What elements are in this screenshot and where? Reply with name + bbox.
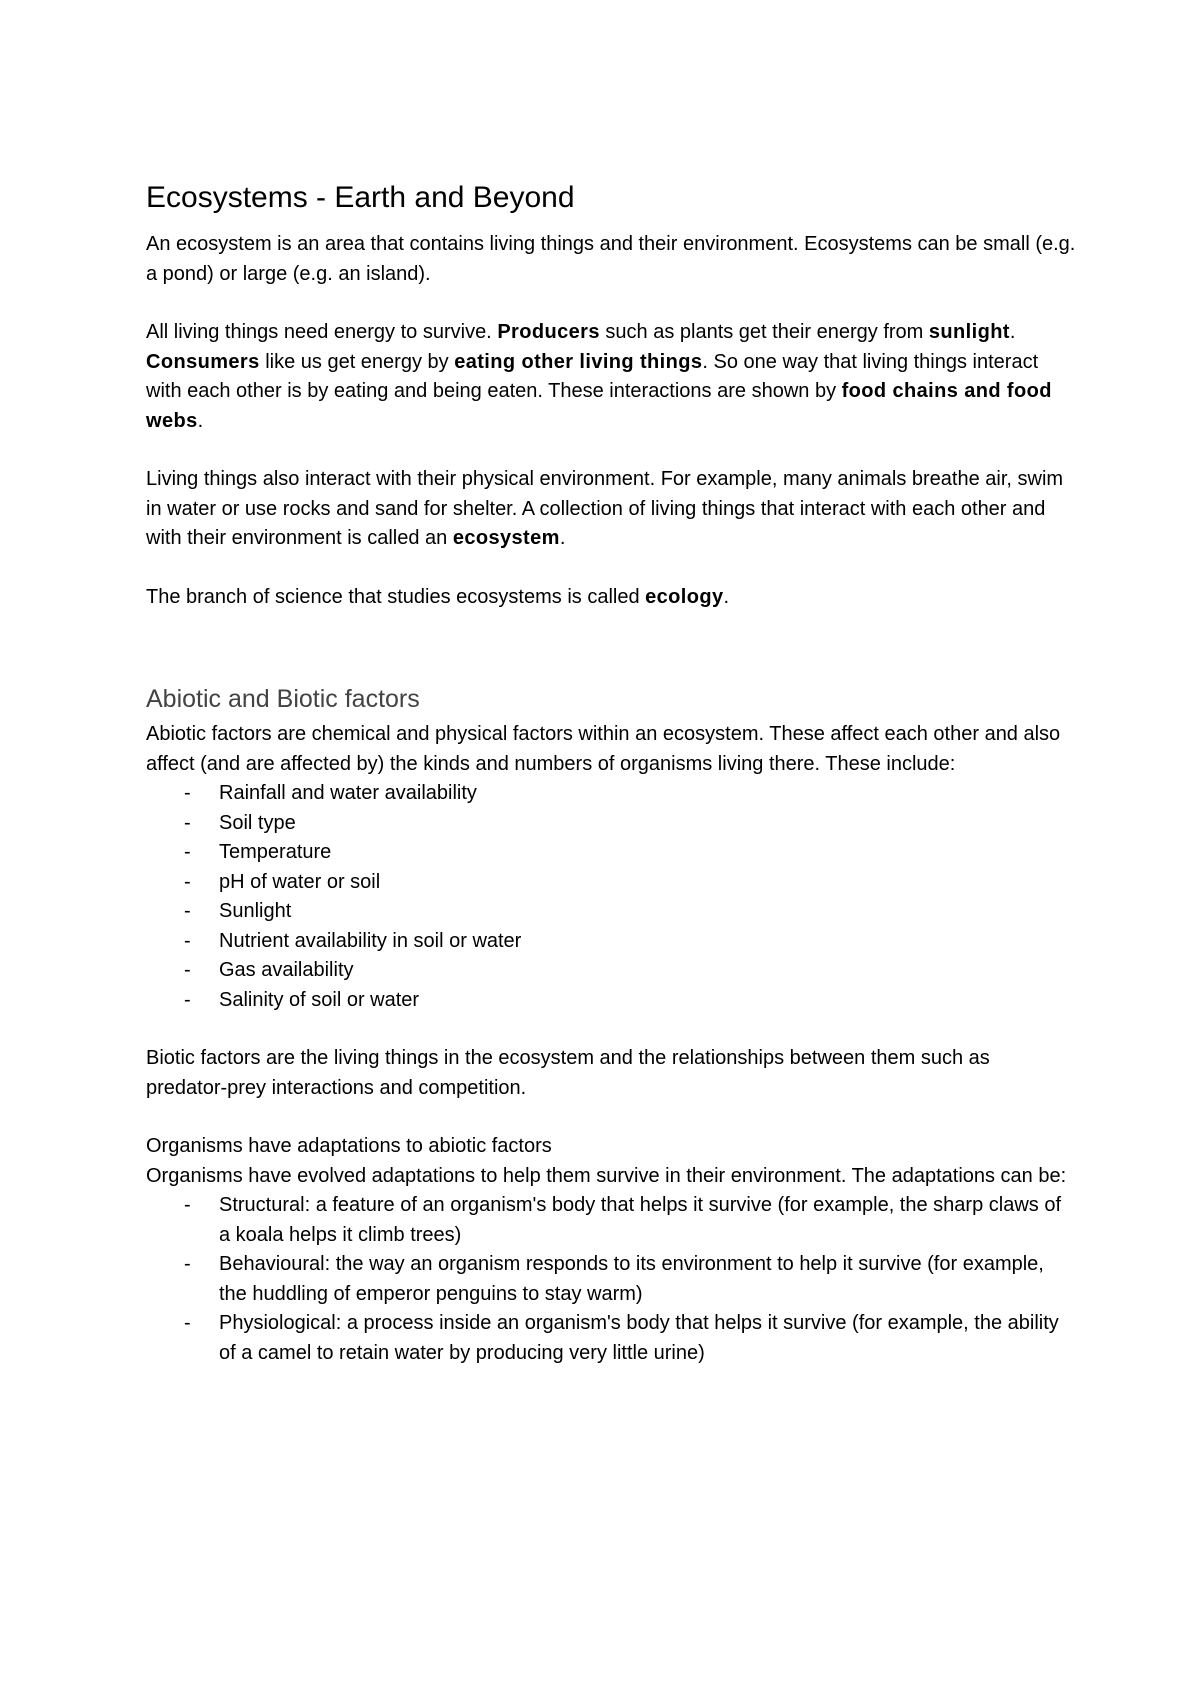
list-item: - Salinity of soil or water <box>146 986 1076 1016</box>
energy-paragraph: All living things need energy to survive. Producers such as plants get their energy from sunlight. Consumers like us get energy by eating other living things. So one way that living things interact with each other is by eating and being eaten. These interactions are shown by food chains and food webs. <box>146 321 1052 432</box>
list-item: - Soil type <box>146 809 1076 839</box>
list-item: - Nutrient availability in soil or water <box>146 927 1076 957</box>
adaptations-paragraph: Organisms have evolved adaptations to help them survive in their environment. The adaptations can be: <box>146 1164 1067 1187</box>
term-ecology: ecology <box>645 585 724 608</box>
list-item: - Temperature <box>146 838 1076 868</box>
document-page <box>146 178 1076 1368</box>
term-food-chains-and-webs: food chains and food webs <box>146 380 1052 432</box>
ecology-paragraph: The branch of science that studies ecosystems is called ecology. <box>146 585 730 608</box>
list-item: - Physiological: a process inside an organism's body that helps it survive (for example, the ability of a camel to retain water by producing very little urine) <box>146 1309 1076 1368</box>
term-eating-other-living-things: eating other living things <box>454 350 703 373</box>
term-consumers: Consumers <box>146 350 260 373</box>
term-ecosystem: ecosystem <box>452 527 560 549</box>
list-item: - Structural: a feature of an organism's body that helps it survive (for example, the sharp claws of a koala helps it climb trees) <box>146 1191 1076 1250</box>
term-producers: Producers <box>497 321 600 343</box>
intro-paragraph: An ecosystem is an area that contains living things and their environment. Ecosystems can be small (e.g. a pond) or large (e.g. an island). <box>146 233 1076 285</box>
list-item: - Sunlight <box>146 897 1076 927</box>
interaction-paragraph: Living things also interact with their physical environment. For example, many animals breathe air, swim in water or use rocks and sand for shelter. A collection of living things that interact with each other and with their environment is called an ecosystem. <box>146 468 1064 549</box>
adaptations-list <box>146 1191 1076 1368</box>
abiotic-paragraph: Abiotic factors are chemical and physical factors within an ecosystem. These affect each other and also affect (and are affected by) the kinds and numbers of organisms living there. These include: <box>146 723 1061 775</box>
biotic-paragraph: Biotic factors are the living things in the ecosystem and the relationships between them such as predator-prey interactions and competition. <box>146 1047 990 1099</box>
abiotic-biotic-heading: Abiotic and Biotic factors <box>146 685 420 713</box>
list-item: - pH of water or soil <box>146 868 1076 898</box>
list-item: - Behavioural: the way an organism responds to its environment to help it survive (for example, the huddling of emperor penguins to stay warm) <box>146 1250 1076 1309</box>
list-item: - Rainfall and water availability <box>146 779 1076 809</box>
adaptations-subheading: Organisms have adaptations to abiotic factors <box>146 1135 552 1157</box>
abiotic-factors-list <box>146 779 1076 1015</box>
term-sunlight: sunlight <box>928 321 1010 343</box>
page-title: Ecosystems - Earth and Beyond <box>146 181 575 214</box>
list-item: - Gas availability <box>146 956 1076 986</box>
